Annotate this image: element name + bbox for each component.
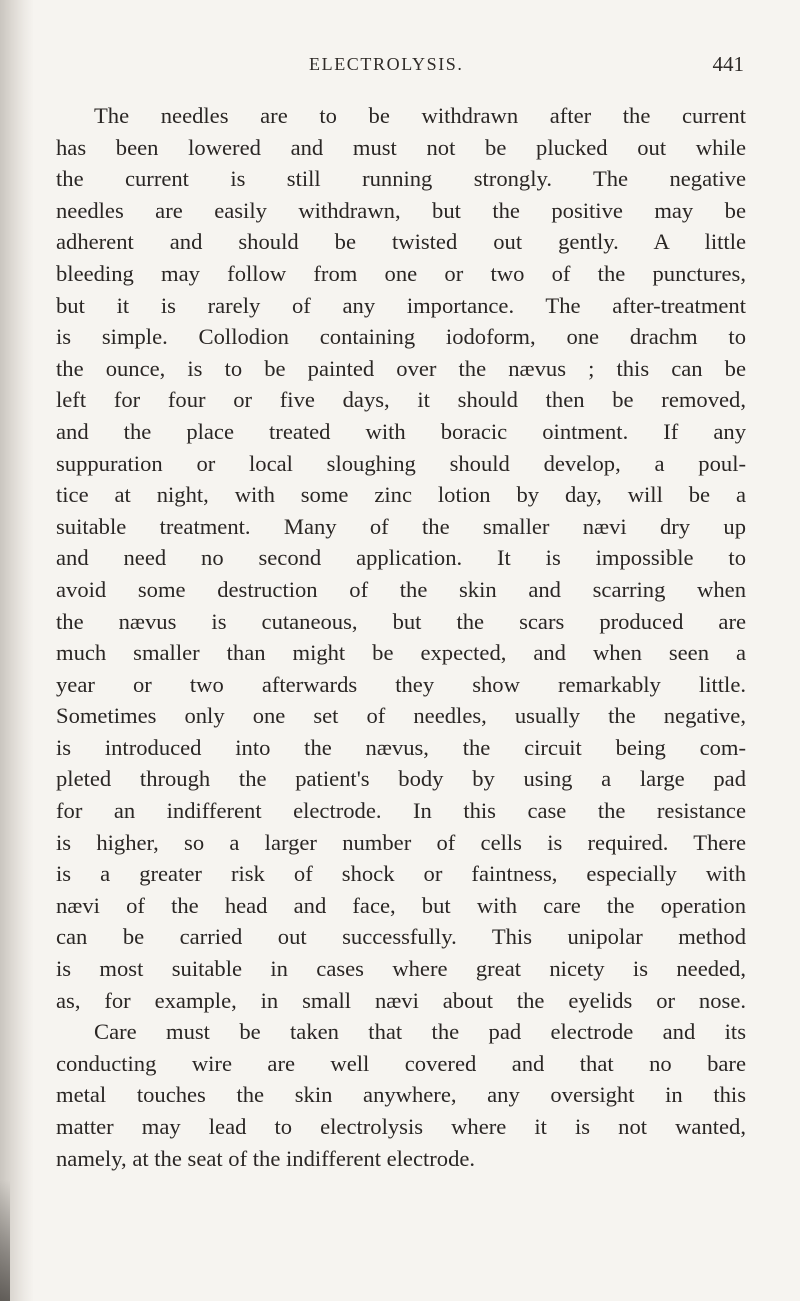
text-line: adherent and should be twisted out gently. A little [56, 229, 746, 255]
page-number: 441 [712, 52, 744, 76]
text-line: is introduced into the nævus, the circuit being com- [56, 734, 746, 760]
text-line: as, for example, in small nævi about the eyelids or nose. [56, 987, 746, 1013]
text-line: bleeding may follow from one or two of the punctures, [56, 260, 746, 286]
text-line: left for four or five days, it should then be removed, [56, 387, 746, 413]
running-header [56, 48, 746, 82]
body-paragraphs [56, 100, 746, 1174]
text-line: the current is still running strongly. The negative [56, 166, 746, 192]
text-line: needles are easily withdrawn, but the positive may be [56, 197, 746, 223]
text-line: is a greater risk of shock or faintness, especially with [56, 861, 746, 887]
page-binding-shadow [0, 0, 34, 1301]
text-line: and need no second application. It is impossible to [56, 545, 746, 571]
text-line: The needles are to be withdrawn after the current [94, 103, 746, 128]
text-line: nævi of the head and face, but with care the operation [56, 892, 746, 918]
text-line: suppuration or local sloughing should develop, a poul- [56, 450, 746, 476]
running-title: ELECTROLYSIS. [309, 54, 464, 74]
text-line: Care must be taken that the pad electrode and its [94, 1019, 746, 1045]
text-line: is simple. Collodion containing iodoform, one drachm to [56, 324, 746, 350]
text-line: year or two afterwards they show remarkably little. [56, 671, 746, 697]
text-line: tice at night, with some zinc lotion by day, will be a [56, 482, 746, 508]
text-line: the ounce, is to be painted over the nævus ; this can be [56, 355, 746, 381]
text-line: can be carried out successfully. This unipolar method [56, 924, 746, 950]
text-line: and the place treated with boracic ointment. If any [56, 418, 746, 444]
text-line: matter may lead to electrolysis where it is not wanted, [56, 1114, 746, 1139]
text-line: Sometimes only one set of needles, usually the negative, [56, 703, 746, 729]
text-line: for an indifferent electrode. In this case the resistance [56, 798, 746, 824]
text-line: is higher, so a larger number of cells is required. There [56, 829, 746, 855]
text-line: much smaller than might be expected, and when seen a [56, 640, 746, 666]
text-line: is most suitable in cases where great nicety is needed, [56, 956, 746, 982]
text-line: but it is rarely of any importance. The after-treatment [56, 292, 746, 318]
text-line: metal touches the skin anywhere, any oversight in this [56, 1082, 746, 1108]
text-line: namely, at the seat of the indifferent electrode. [56, 1145, 476, 1171]
text-line: the nævus is cutaneous, but the scars produced are [56, 608, 746, 634]
text-line: has been lowered and must not be plucked out while [56, 134, 746, 160]
text-line: conducting wire are well covered and that no bare [56, 1050, 746, 1076]
text-line: suitable treatment. Many of the smaller nævi dry up [56, 513, 746, 539]
text-line: pleted through the patient's body by using a large pad [56, 766, 746, 792]
text-line: avoid some destruction of the skin and scarring when [56, 576, 746, 602]
page-corner-shadow [0, 1180, 10, 1301]
